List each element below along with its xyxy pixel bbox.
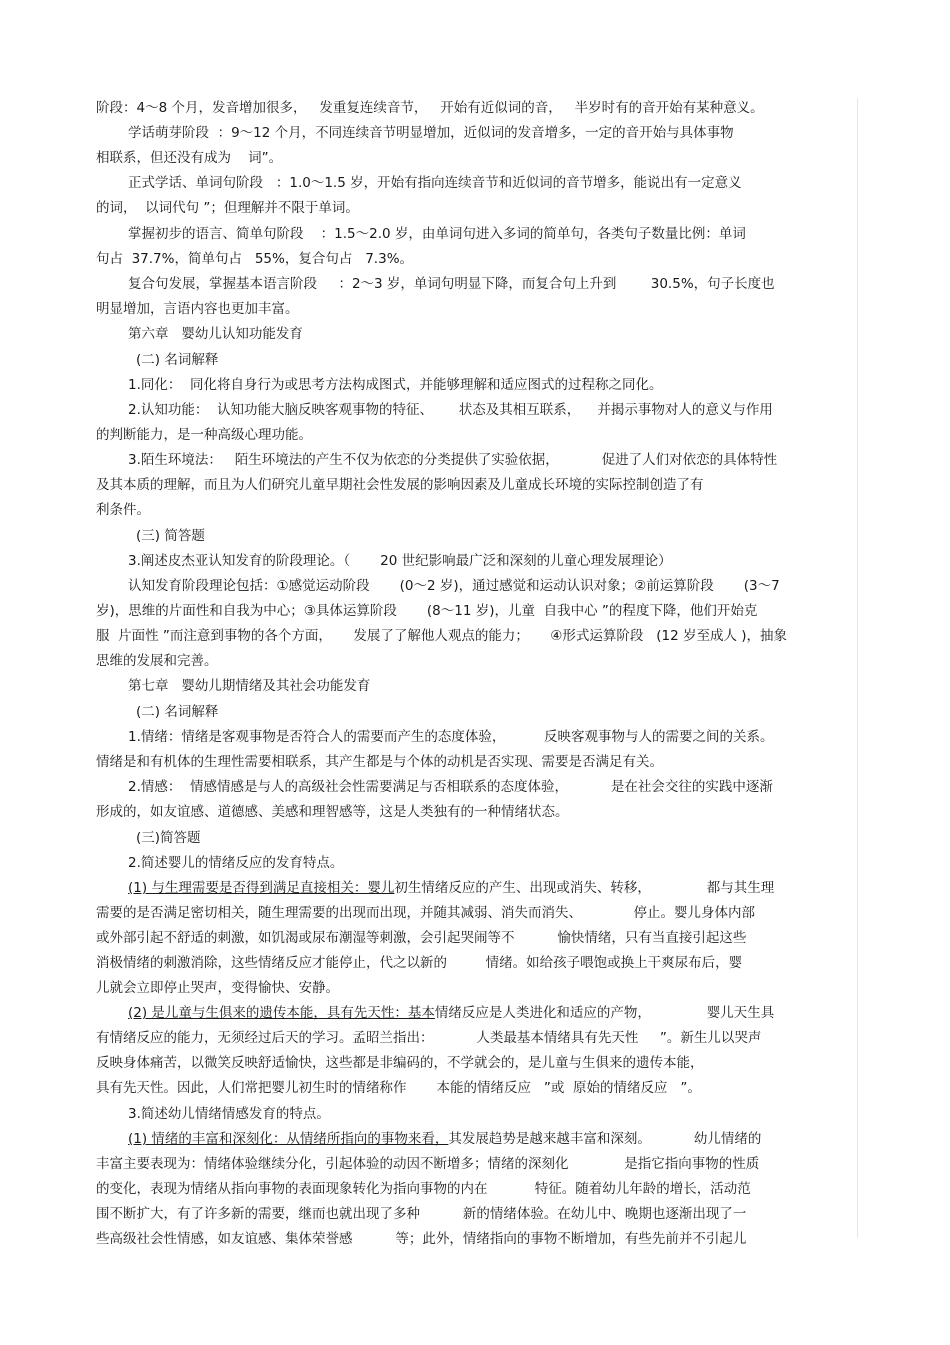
question: 2.简述婴儿的情绪反应的发育特点。 [128,855,344,871]
text-line [128,879,774,897]
section-heading: (三)简答题 [136,830,201,846]
chapter-heading: 第七章 婴幼儿期情绪及其社会功能发育 [128,678,371,694]
question: 3.简述幼儿情绪情感发育的特点。 [128,1106,330,1122]
text-line: 的词， 以词代句 ”；但理解并不限于单词。 [96,200,359,216]
text-line: 或外部引起不舒适的刺激，如饥渴或尿布潮湿等刺激，会引起哭闹等不 愉快情绪，只有当直接引起这些 [96,930,747,946]
text-span: 其发展趋势是越来越丰富和深刻。 幼儿情绪的 [448,1131,762,1147]
text-line: 认知发育阶段理论包括：①感觉运动阶段 (0～2 岁)，通过感觉和运动认识对象；②前运算阶段 (3～7 [128,578,780,594]
text-line: 儿就会立即停止哭声，变得愉快、安静。 [96,980,339,996]
underlined-point: (1) 情绪的丰富和深刻化：从情绪所指向的事物来看， [128,1131,449,1147]
text-line: 丰富主要表现为：情绪体验继续分化，引起体验的动因不断增多；情绪的深刻化 是指它指向事物的性质 [96,1156,760,1172]
term-definition: 2.情感： 情感情感是与人的高级社会性需要满足与否相联系的态度体验， 是在社会交往的实践中逐渐 [128,779,773,795]
text-line: 形成的，如友谊感、道德感、美感和理智感等，这是人类独有的一种情绪状态。 [96,804,569,820]
text-line: 相联系，但还没有成为 词”。 [96,150,283,166]
text-line: 思维的发展和完善。 [96,653,218,669]
text-span: 初生情绪反应的产生、出现或消失、转移， 都与其生理 [394,880,775,896]
text-span: 情绪反应是人类进化和适应的产物， 婴儿天生具 [434,1005,775,1021]
page-edge-line [857,98,858,1238]
text-line: 学话萌芽阶段 ：9～12 个月，不同连续音节明显增加，近似词的发音增多，一定的音开始与具体事物 [128,125,734,141]
term-definition: 1.同化： 同化将自身行为或思考方法构成图式，并能够理解和适应图式的过程称之同化。 [128,377,663,393]
text-line: 服 片面性 ”而注意到事物的各个方面， 发展了了解他人观点的能力； ④形式运算阶段 (12 岁至成人 )，抽象 [96,628,788,644]
text-line [128,1004,774,1022]
text-line: 及其本质的理解，而且为人们研究儿童早期社会性发展的影响因素及儿童成长环境的实际控制创造了有 [96,477,704,493]
text-line: 复合句发展，掌握基本语言阶段 ：2～3 岁，单词句明显下降，而复合句上升到 30.5%，句子长度也 [128,276,775,292]
text-line: 句占 37.7%，简单句占 55%，复合句占 7.3%。 [96,251,414,267]
text-line: 明显增加，言语内容也更加丰富。 [96,301,299,317]
section-heading: (二) 名词解释 [136,704,219,720]
text-line: 情绪是和有机体的生理性需要相联系，其产生都是与个体的动机是否实现、需要是否满足有关。 [96,754,663,770]
underlined-point: (1) 与生理需要是否得到满足直接相关：婴儿 [128,880,395,896]
text-line: 正式学话、单词句阶段 ：1.0～1.5 岁，开始有指向连续音节和近似词的音节增多，能说出有一定意义 [128,175,742,191]
text-line: 具有先天性。因此，人们常把婴儿初生时的情绪称作 本能的情绪反应 ”或 原始的情绪反应 ”。 [96,1080,701,1096]
text-line: 阶段：4～8 个月，发音增加很多， 发重复连续音节， 开始有近似词的音， 半岁时有的音开始有某种意义。 [96,100,764,116]
text-line: 的判断能力，是一种高级心理功能。 [96,427,312,443]
text-line: 有情绪反应的能力，无须经过后天的学习。孟昭兰指出： 人类最基本情绪具有先天性 ”。新生儿以哭声 [96,1030,762,1046]
text-line: 的变化，表现为情绪从指向事物的表面现象转化为指向事物的内在 特征。随着幼儿年龄的增长，活动范 [96,1181,751,1197]
underlined-point: (2) 是儿童与生俱来的遗传本能，具有先天性：基本 [128,1005,435,1021]
text-line: 消极情绪的刺激消除，这些情绪反应才能停止，代之以新的 情绪。如给孩子喂饱或换上干爽尿布后，婴 [96,955,743,971]
text-line: 反映身体痛苦，以微笑反映舒适愉快，这些都是非编码的，不学就会的，是儿童与生俱来的遗传本能， [96,1055,704,1071]
section-heading: (三) 简答题 [136,528,205,544]
section-heading: (二) 名词解释 [136,352,219,368]
text-line: 围不断扩大，有了许多新的需要，继而也就出现了多种 新的情绪体验。在幼儿中、晚期也逐渐出现了一 [96,1206,747,1222]
text-line [128,1130,761,1148]
text-line: 些高级社会性情感，如友谊感、集体荣誉感 等；此外，情绪指向的事物不断增加，有些先前并不引起儿 [96,1231,747,1247]
term-definition: 3.陌生环境法： 陌生环境法的产生不仅为依恋的分类提供了实验依据， 促进了人们对依恋的具体特性 [128,452,778,468]
text-line: 岁)，思维的片面性和自我为中心；③具体运算阶段 (8～11 岁)，儿童 自我中心 ”的程度下降，他们开始克 [96,603,758,619]
term-definition: 2.认知功能： 认知功能大脑反映客观事物的特征、 状态及其相互联系， 并揭示事物对人的意义与作用 [128,402,773,418]
question: 3.阐述皮杰亚认知发育的阶段理论。（ 20 世纪影响最广泛和深刻的儿童心理发展理论） [128,553,672,569]
text-line: 掌握初步的语言、简单句阶段 ：1.5～2.0 岁，由单词句进入多词的简单句，各类句子数量比例：单词 [128,226,746,242]
text-line: 需要的是否满足密切相关，随生理需要的出现而出现，并随其减弱、消失而消失、 停止。婴儿身体内部 [96,905,755,921]
chapter-heading: 第六章 婴幼儿认知功能发育 [128,326,303,342]
term-definition: 1.情绪：情绪是客观事物是否符合人的需要而产生的态度体验， 反映客观事物与人的需要之间的关系。 [128,729,774,745]
text-line: 利条件。 [96,502,150,518]
